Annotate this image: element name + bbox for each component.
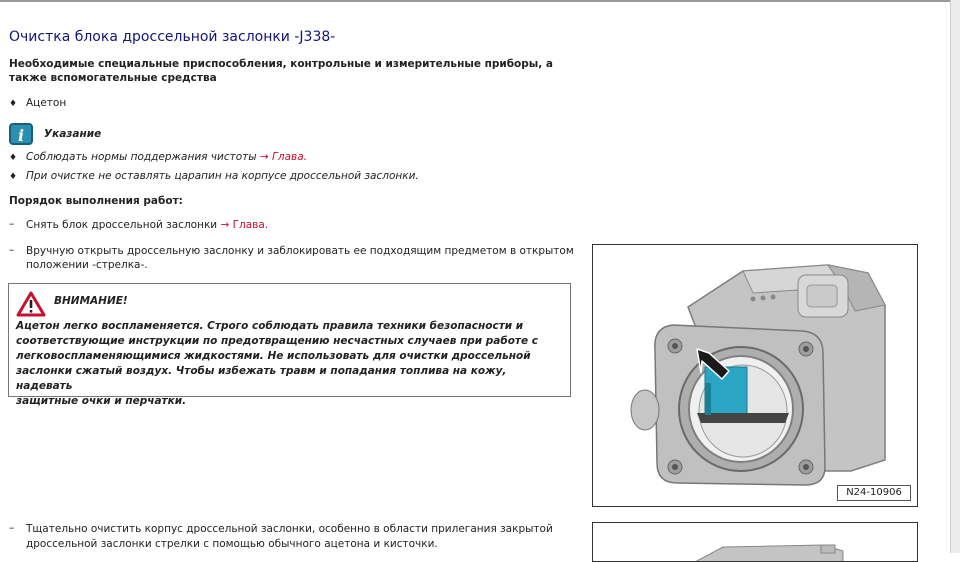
step-1 <box>26 218 268 233</box>
dash-marker: – <box>9 522 15 534</box>
step-3-line2: дроссельной заслонки стрелки с помощью обычного ацетона и кисточки. <box>26 538 438 550</box>
tools-heading-line1: Необходимые специальные приспособления, контрольные и измерительные приборы, а <box>9 58 554 70</box>
step-1-text: Снять блок дроссельной заслонки <box>26 219 221 231</box>
step-2-line2: положении -стрелка-. <box>26 259 148 271</box>
scrollbar[interactable] <box>950 0 960 553</box>
step-2-line1: Вручную открыть дроссельную заслонку и заблокировать ее подходящим предметом в открытом <box>26 245 574 257</box>
warning-box <box>8 283 571 407</box>
bullet-icon: ♦ <box>9 153 18 163</box>
tool-item: Ацетон <box>26 97 67 109</box>
note-item-2: При очистке не оставлять царапин на корпусе дроссельной заслонки. <box>26 170 419 182</box>
page-title: Очистка блока дроссельной заслонки -J338- <box>9 29 336 45</box>
step-3-line1: Тщательно очистить корпус дроссельной заслонки, особенно в области прилегания закрытой <box>26 523 553 535</box>
warning-line: заслонки сжатый воздух. Чтобы избежать травм и попадания топлива на кожу, надевать <box>16 365 507 392</box>
note-title: Указание <box>44 128 102 140</box>
warning-line: легковоспламеняющимися жидкостями. Не использовать для очистки дроссельной <box>16 350 531 362</box>
warning-line: соответствующие инструкции по предотвращению несчастных случаев при работе с <box>16 335 539 347</box>
info-icon: i <box>9 123 33 145</box>
note-item-1 <box>26 150 307 165</box>
tools-heading-line2: также вспомогательные средства <box>9 72 217 84</box>
chapter-link[interactable]: → Глава. <box>259 151 307 163</box>
chapter-link[interactable]: → Глава. <box>220 219 269 231</box>
warning-line: защитные очки и перчатки. <box>16 395 187 407</box>
warning-title: ВНИМАНИЕ! <box>54 295 128 307</box>
throttle-body-illustration <box>593 245 917 506</box>
second-figure <box>592 522 918 562</box>
warning-icon <box>16 291 46 317</box>
dash-marker: – <box>9 218 15 230</box>
bullet-icon: ♦ <box>9 99 18 109</box>
figure-code: N24-10906 <box>837 485 911 501</box>
second-figure-illustration <box>593 523 917 562</box>
note-item-1-text: Соблюдать нормы поддержания чистоты <box>26 151 260 163</box>
bullet-icon: ♦ <box>9 172 18 182</box>
procedure-heading: Порядок выполнения работ: <box>9 195 183 207</box>
throttle-body-figure <box>592 244 918 507</box>
warning-line: Ацетон легко воспламеняется. Строго соблюдать правила техники безопасности и <box>16 320 524 332</box>
top-border <box>0 0 960 2</box>
dash-marker: – <box>9 244 15 256</box>
warning-text <box>16 319 556 409</box>
